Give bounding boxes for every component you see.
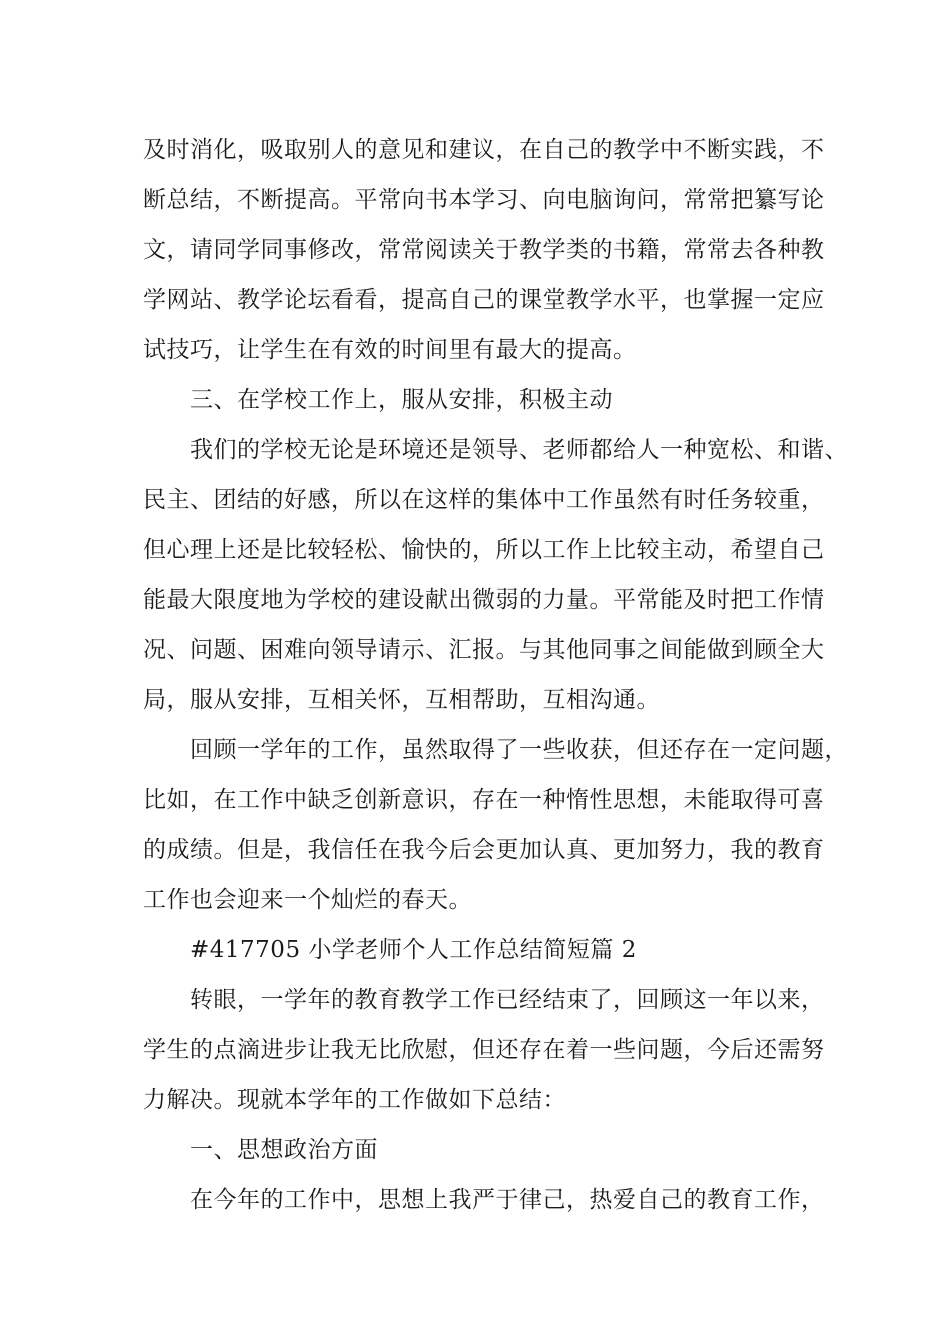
text-line: 断总结，不断提高。平常向书本学习、向电脑询问，常常把纂写论 bbox=[143, 187, 825, 213]
section-heading: 三、在学校工作上，服从安排，积极主动 bbox=[190, 387, 613, 413]
article-title: #417705 小学老师个人工作总结简短篇 2 bbox=[190, 937, 637, 963]
text-line: 力解决。现就本学年的工作做如下总结： bbox=[143, 1087, 566, 1113]
text-line: 我们的学校无论是环境还是领导、老师都给人一种宽松、和谐、 bbox=[190, 437, 848, 463]
text-line: 转眼，一学年的教育教学工作已经结束了，回顾这一年以来， bbox=[190, 987, 825, 1013]
text-line: 在今年的工作中，思想上我严于律己，热爱自己的教育工作， bbox=[190, 1187, 825, 1213]
text-line: 能最大限度地为学校的建设献出微弱的力量。平常能及时把工作情 bbox=[143, 587, 825, 613]
text-line: 比如，在工作中缺乏创新意识，存在一种惰性思想，未能取得可喜 bbox=[143, 787, 825, 813]
text-line: 况、问题、困难向领导请示、汇报。与其他同事之间能做到顾全大 bbox=[143, 637, 825, 663]
text-line: 但心理上还是比较轻松、愉快的，所以工作上比较主动，希望自己 bbox=[143, 537, 825, 563]
text-line: 及时消化，吸取别人的意见和建议，在自己的教学中不断实践，不 bbox=[143, 137, 825, 163]
text-line: 学生的点滴进步让我无比欣慰，但还存在着一些问题，今后还需努 bbox=[143, 1037, 825, 1063]
text-line: 学网站、教学论坛看看，提高自己的课堂教学水平，也掌握一定应 bbox=[143, 287, 825, 313]
section-heading: 一、思想政治方面 bbox=[190, 1137, 378, 1163]
text-line: 回顾一学年的工作，虽然取得了一些收获，但还存在一定问题， bbox=[190, 737, 848, 763]
text-line: 民主、团结的好感，所以在这样的集体中工作虽然有时任务较重， bbox=[143, 487, 825, 513]
text-line: 局，服从安排，互相关怀，互相帮助，互相沟通。 bbox=[143, 687, 660, 713]
text-line: 文，请同学同事修改，常常阅读关于教学类的书籍，常常去各种教 bbox=[143, 237, 825, 263]
text-line: 试技巧，让学生在有效的时间里有最大的提高。 bbox=[143, 337, 637, 363]
text-line: 工作也会迎来一个灿烂的春天。 bbox=[143, 887, 472, 913]
text-line: 的成绩。但是，我信任在我今后会更加认真、更加努力，我的教育 bbox=[143, 837, 825, 863]
